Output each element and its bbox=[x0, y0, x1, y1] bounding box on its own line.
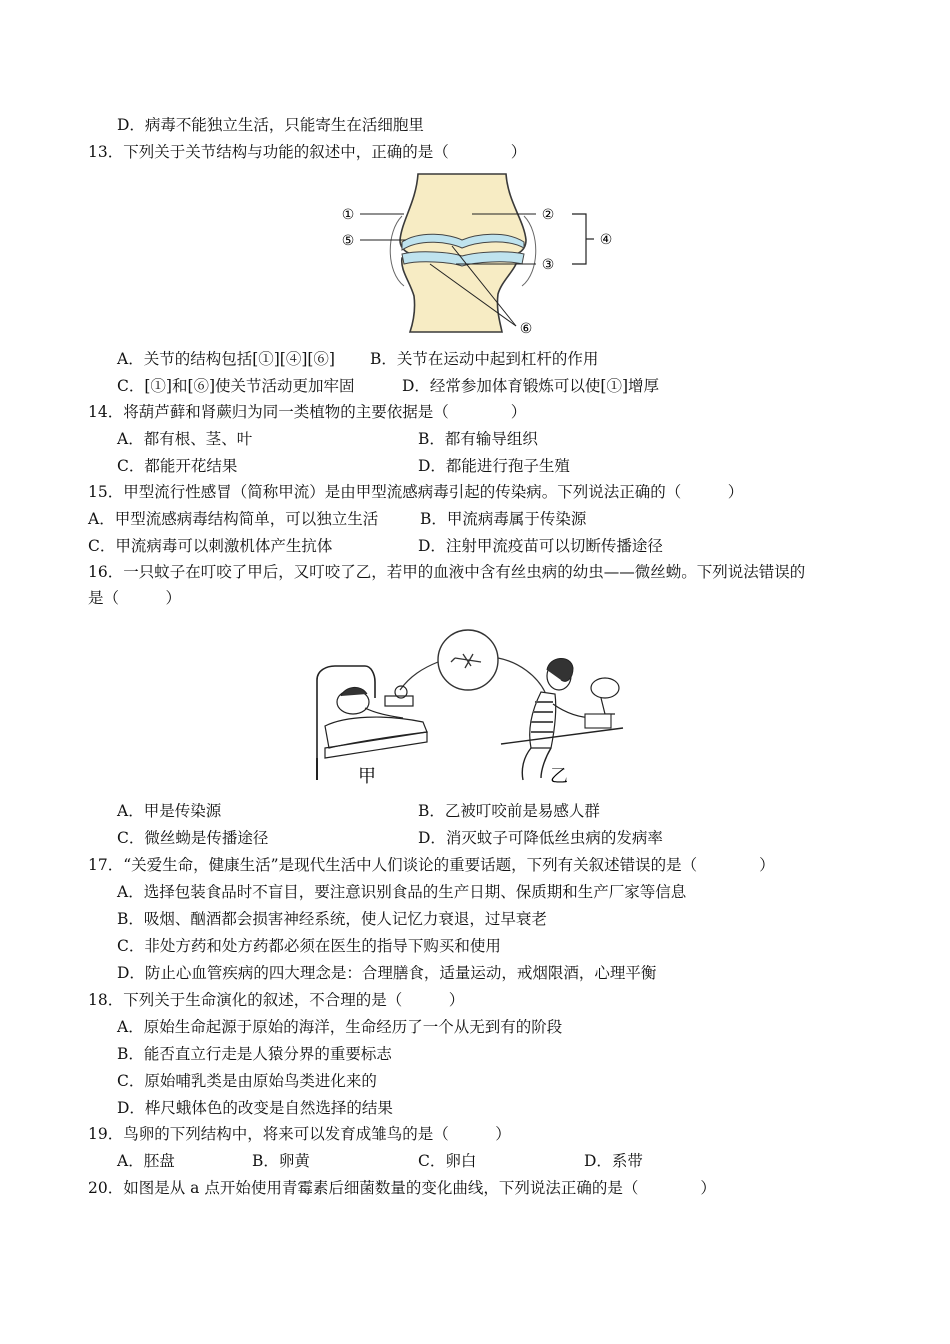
mosquito-transmission-figure bbox=[305, 618, 635, 790]
q15-option-b: B．甲流病毒属于传染源 bbox=[420, 510, 587, 528]
q13-option-a: A．关节的结构包括[①][④][⑥] bbox=[117, 350, 335, 368]
label-2: ② bbox=[541, 207, 555, 223]
label-yi: 乙 bbox=[550, 766, 568, 787]
q14-option-c: C．都能开花结果 bbox=[117, 457, 238, 475]
q19-option-b: B．卵黄 bbox=[252, 1152, 310, 1170]
q17-stem: 17．“关爱生命，健康生活”是现代生活中人们谈论的重要话题，下列有关叙述错误的是（ ） bbox=[88, 856, 775, 874]
q20-stem: 20．如图是从 a 点开始使用青霉素后细菌数量的变化曲线，下列说法正确的是（ ） bbox=[88, 1179, 716, 1197]
q16-option-a: A．甲是传染源 bbox=[117, 802, 222, 820]
q19-option-a: A．胚盘 bbox=[117, 1152, 175, 1170]
label-5: ⑤ bbox=[341, 233, 355, 249]
q16-option-c: C．微丝蚴是传播途径 bbox=[117, 829, 269, 847]
q18-option-b: B．能否直立行走是人猿分界的重要标志 bbox=[117, 1045, 392, 1063]
q14-option-a: A．都有根、茎、叶 bbox=[117, 430, 253, 448]
joint-diagram bbox=[330, 172, 630, 342]
q19-stem: 19．鸟卵的下列结构中，将来可以发育成雏鸟的是（ ） bbox=[88, 1125, 511, 1143]
q13-option-b: B．关节在运动中起到杠杆的作用 bbox=[370, 350, 599, 368]
q18-option-d: D．桦尺蛾体色的改变是自然选择的结果 bbox=[117, 1099, 393, 1117]
q14-stem: 14．将葫芦藓和肾蕨归为同一类植物的主要依据是（ ） bbox=[88, 403, 527, 421]
label-6: ⑥ bbox=[519, 321, 533, 337]
label-3: ③ bbox=[541, 257, 555, 273]
q15-option-a: A．甲型流感病毒结构简单，可以独立生活 bbox=[88, 510, 379, 528]
q14-option-b: B．都有输导组织 bbox=[418, 430, 538, 448]
q17-option-b: B．吸烟、酗酒都会损害神经系统，使人记忆力衰退，过早衰老 bbox=[117, 910, 547, 928]
q13-stem: 13．下列关于关节结构与功能的叙述中，正确的是（ ） bbox=[88, 143, 527, 161]
q13-option-d: D．经常参加体育锻炼可以使[①]增厚 bbox=[402, 377, 660, 395]
q15-option-d: D．注射甲流疫苗可以切断传播途径 bbox=[418, 537, 663, 555]
q17-option-c: C．非处方药和处方药都必须在医生的指导下购买和使用 bbox=[117, 937, 501, 955]
q18-option-a: A．原始生命起源于原始的海洋，生命经历了一个从无到有的阶段 bbox=[117, 1018, 563, 1036]
q16-stem-line2: 是（ ） bbox=[88, 589, 182, 607]
q14-option-d: D．都能进行孢子生殖 bbox=[418, 457, 570, 475]
q16-stem-line1: 16．一只蚊子在叮咬了甲后，又叮咬了乙，若甲的血液中含有丝虫病的幼虫——微丝蚴。下列说法错误的 bbox=[88, 563, 806, 581]
q16-option-b: B．乙被叮咬前是易感人群 bbox=[418, 802, 600, 820]
q15-stem: 15．甲型流行性感冒（简称甲流）是由甲型流感病毒引起的传染病。下列说法正确的（ ） bbox=[88, 483, 744, 501]
q19-option-d: D．系带 bbox=[584, 1152, 643, 1170]
q19-option-c: C．卵白 bbox=[418, 1152, 477, 1170]
label-1: ① bbox=[341, 207, 355, 223]
q15-option-c: C．甲流病毒可以刺激机体产生抗体 bbox=[88, 537, 333, 555]
q13-option-c: C．[①]和[⑥]使关节活动更加牢固 bbox=[117, 377, 355, 395]
q18-stem: 18．下列关于生命演化的叙述，不合理的是（ ） bbox=[88, 991, 465, 1009]
q18-option-c: C．原始哺乳类是由原始鸟类进化来的 bbox=[117, 1072, 377, 1090]
q16-option-d: D．消灭蚊子可降低丝虫病的发病率 bbox=[418, 829, 663, 847]
q17-option-d: D．防止心血管疾病的四大理念是：合理膳食，适量运动，戒烟限酒，心理平衡 bbox=[117, 964, 657, 982]
label-4: ④ bbox=[599, 232, 613, 248]
q17-option-a: A．选择包装食品时不盲目，要注意识别食品的生产日期、保质期和生产厂家等信息 bbox=[117, 883, 687, 901]
q12-option-d: D．病毒不能独立生活，只能寄生在活细胞里 bbox=[117, 116, 424, 134]
label-jia: 甲 bbox=[358, 766, 376, 787]
